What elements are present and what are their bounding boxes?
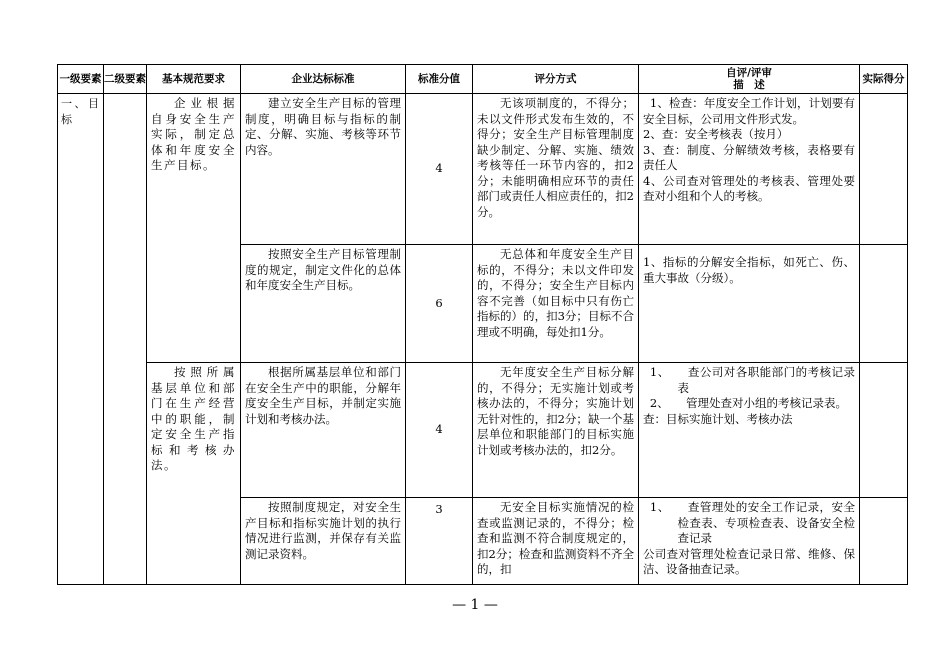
actual-score-cell [860,245,908,363]
description-line: 1、 查公司对各职能部门的考核记录表 [649,365,855,395]
actual-score-cell [860,363,908,498]
method-cell [473,245,639,363]
standard-text: 建立安全生产目标的管理制度，明确目标与指标的制定、分解、实施、考核等环节内容。 [245,96,401,157]
method-cell [473,363,639,498]
header-desc-line2: 描 述 [733,79,765,91]
table-row [58,363,908,498]
table-row [58,94,908,245]
standards-table [57,64,908,585]
description-line: 3、查：制度、分解绩效考核，表格要有责任人 [643,142,855,172]
header-level1: 一级要素 [58,65,104,94]
description-line: 查：目标实施计划、考核办法 [643,411,793,426]
description-line: 4、公司查对管理处的考核表、管理处要查对小组和个人的考核。 [643,173,855,203]
level1-cell [58,94,104,585]
description-list [639,363,859,428]
header-description [639,65,860,94]
requirement-cell [147,94,241,363]
standard-cell [241,94,406,245]
header-level2: 二级要素 [104,65,147,94]
description-cell [639,363,860,498]
requirement-text: 按照所属基层单位和部门在生产经营中的职能，制定安全生产指标和考核办法。 [151,365,236,472]
standard-text: 按照安全生产目标管理制度的规定，制定文件化的总体和年度安全生产目标。 [245,247,401,292]
level1-label: 一、目标 [61,97,99,126]
standard-cell [241,498,406,585]
description-line: 2、查：安全考核表（按月） [643,127,789,141]
header-requirement: 基本规范要求 [147,65,241,94]
score-value: 6 [435,295,443,310]
requirement-text: 企业根据自身安全生产实际，制定总体和年度安全生产目标。 [151,96,236,172]
score-cell [406,498,473,585]
header-standard: 企业达标标准 [241,65,406,94]
method-cell [473,498,639,585]
actual-score-cell [860,94,908,245]
description-list [639,245,859,287]
standard-cell [241,245,406,363]
score-value: 4 [435,161,443,176]
method-cell [473,94,639,245]
description-list [639,498,859,583]
standard-cell [241,363,406,498]
actual-score-cell [860,498,908,585]
method-text: 无安全目标实施情况的检查或监测记录的，不得分；检查和监测不符合制度规定的，扣2分；检查和监测资料不齐全的，扣 [477,500,634,576]
score-value: 4 [435,422,443,437]
page-number: — 1 — [452,597,498,613]
score-cell [406,363,473,498]
description-line: 1、检查：年度安全工作计划，计划要有安全目标，公司用文件形式发。 [643,96,855,126]
description-line: 公司查对管理处检查记录日常、维修、保洁、设备抽查记录。 [643,546,855,576]
standards-table-wrapper [57,64,908,585]
score-cell [406,245,473,363]
header-score: 标准分值 [406,65,473,94]
level2-cell [104,94,147,585]
score-cell [406,94,473,245]
method-text: 无总体和年度安全生产目标的，不得分；未以文件印发的，不得分；安全生产目标内容不完善（如目标中只有伤亡指标的）的，扣3分；目标不合理或不明确，每处扣1分。 [477,247,634,339]
standard-text: 根据所属基层单位和部门在安全生产中的职能，分解年度安全生产目标，并制定实施计划和考核办法。 [245,365,401,426]
header-desc-line1: 自评/评审 [726,67,772,79]
score-value: 3 [435,502,443,516]
description-line: 2、 管理处查对小组的考核记录表。 [649,396,847,410]
description-cell [639,245,860,363]
description-cell [639,498,860,585]
description-line: 1、 查管理处的安全工作记录，安全检查表、专项检查表、设备安全检查记录 [649,500,855,545]
description-list [639,94,859,206]
method-text: 无年度安全生产目标分解的，不得分；无实施计划或考核办法的，不得分；实施计划无针对性的，扣2分；缺一个基层单位和职能部门的目标实施计划或考核办法的，扣2分。 [477,365,634,457]
standard-text: 按照制度规定，对安全生产目标和指标实施计划的执行情况进行监测，并保存有关监测记录资料。 [245,500,401,561]
method-text: 无该项制度的，不得分；未以文件形式发布生效的，不得分；安全生产目标管理制度缺少制定、分解、实施、绩效考核等任一环节内容的，扣2分；未能明确相应环节的责任部门或责任人相应责任的，扣2分。 [477,96,634,219]
header-method: 评分方式 [473,65,639,94]
description-line: 1、指标的分解安全指标，如死亡、伤、重大事故（分级）。 [643,255,855,285]
requirement-cell [147,363,241,585]
description-cell [639,94,860,245]
header-row [58,65,908,94]
header-actual-score: 实际得分 [860,65,908,94]
